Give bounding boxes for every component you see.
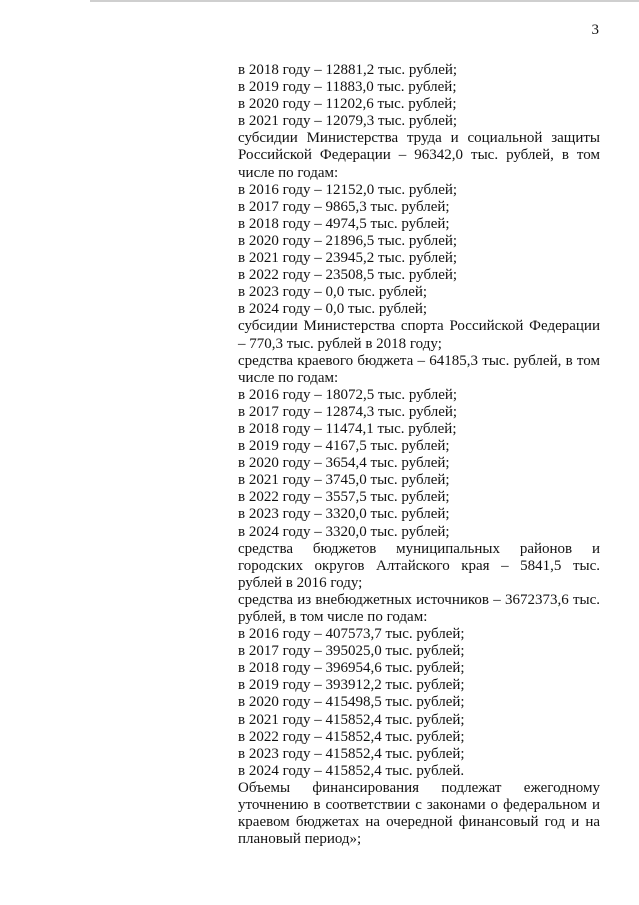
year-funding-line: в 2019 году – 4167,5 тыс. рублей; bbox=[238, 438, 450, 455]
year-funding-line: в 2017 году – 9865,3 тыс. рублей; bbox=[238, 198, 450, 215]
year-funding-line: в 2022 году – 23508,5 тыс. рублей; bbox=[238, 267, 458, 284]
year-funding-line: в 2021 году – 3745,0 тыс. рублей; bbox=[238, 472, 450, 489]
paragraph-funding-note: Объемы финансирования подлежат ежегодному уточнению в соответствии с законами о федеральном и краевом бюджетах на очередной финансовый год и на плановый период»; bbox=[238, 779, 600, 848]
year-funding-line: в 2017 году – 395025,0 тыс. рублей; bbox=[238, 643, 465, 660]
year-funding-line: в 2018 году – 12881,2 тыс. рублей; bbox=[238, 62, 458, 78]
year-list-federal-continued bbox=[238, 62, 600, 130]
year-funding-line: в 2022 году – 3557,5 тыс. рублей; bbox=[238, 489, 450, 506]
year-funding-line: в 2016 году – 407573,7 тыс. рублей; bbox=[238, 626, 465, 643]
year-funding-line: в 2020 году – 21896,5 тыс. рублей; bbox=[238, 232, 458, 249]
year-funding-line: в 2019 году – 11883,0 тыс. рублей; bbox=[238, 79, 457, 96]
paragraph-regional-budget: средства краевого бюджета – 64185,3 тыс. рублей, в том числе по годам: bbox=[238, 352, 600, 386]
year-funding-line: в 2023 году – 0,0 тыс. рублей; bbox=[238, 284, 428, 301]
year-funding-line: в 2020 году – 3654,4 тыс. рублей; bbox=[238, 455, 450, 472]
year-funding-line: в 2017 году – 12874,3 тыс. рублей; bbox=[238, 403, 458, 420]
year-funding-line: в 2019 году – 393912,2 тыс. рублей; bbox=[238, 677, 465, 694]
paragraph-municipal-budgets: средства бюджетов муниципальных районов и городских округов Алтайского края – 5841,5 тыс. рублей в 2016 году; bbox=[238, 540, 600, 591]
year-funding-line: в 2021 году – 23945,2 тыс. рублей; bbox=[238, 250, 458, 267]
year-funding-line: в 2018 году – 4974,5 тыс. рублей; bbox=[238, 215, 450, 232]
year-list-extrabudgetary bbox=[238, 626, 600, 780]
year-list-labor-ministry bbox=[238, 182, 600, 319]
scan-edge-line bbox=[90, 0, 639, 2]
year-funding-line: в 2024 году – 3320,0 тыс. рублей; bbox=[238, 523, 450, 540]
year-funding-line: в 2016 году – 18072,5 тыс. рублей; bbox=[238, 386, 458, 403]
year-list-regional-budget bbox=[238, 387, 600, 541]
year-funding-line: в 2022 году – 415852,4 тыс. рублей; bbox=[238, 728, 465, 745]
year-funding-line: в 2018 году – 396954,6 тыс. рублей; bbox=[238, 660, 465, 677]
year-funding-line: в 2023 году – 415852,4 тыс. рублей; bbox=[238, 745, 465, 762]
year-funding-line: в 2021 году – 415852,4 тыс. рублей; bbox=[238, 711, 465, 728]
year-funding-line: в 2016 году – 12152,0 тыс. рублей; bbox=[238, 181, 458, 198]
page-number: 3 bbox=[591, 22, 599, 38]
paragraph-labor-ministry-subsidies: субсидии Министерства труда и социальной защиты Российской Федерации – 96342,0 тыс. рублей, в том числе по годам: bbox=[238, 130, 600, 181]
document-body bbox=[238, 62, 600, 848]
year-funding-line: в 2018 году – 11474,1 тыс. рублей; bbox=[238, 420, 457, 437]
year-funding-line: в 2024 году – 0,0 тыс. рублей; bbox=[238, 301, 428, 318]
paragraph-sport-ministry-subsidies: субсидии Министерства спорта Российской Федерации – 770,3 тыс. рублей в 2018 году; bbox=[238, 318, 600, 352]
year-funding-line: в 2023 году – 3320,0 тыс. рублей; bbox=[238, 506, 450, 523]
year-funding-line: в 2024 году – 415852,4 тыс. рублей. bbox=[238, 762, 465, 779]
paragraph-extrabudgetary-sources: средства из внебюджетных источников – 3672373,6 тыс. рублей, в том числе по годам: bbox=[238, 591, 600, 625]
year-funding-line: в 2020 году – 415498,5 тыс. рублей; bbox=[238, 694, 465, 711]
year-funding-line: в 2020 году – 11202,6 тыс. рублей; bbox=[238, 96, 457, 113]
year-funding-line: в 2021 году – 12079,3 тыс. рублей; bbox=[238, 113, 458, 130]
